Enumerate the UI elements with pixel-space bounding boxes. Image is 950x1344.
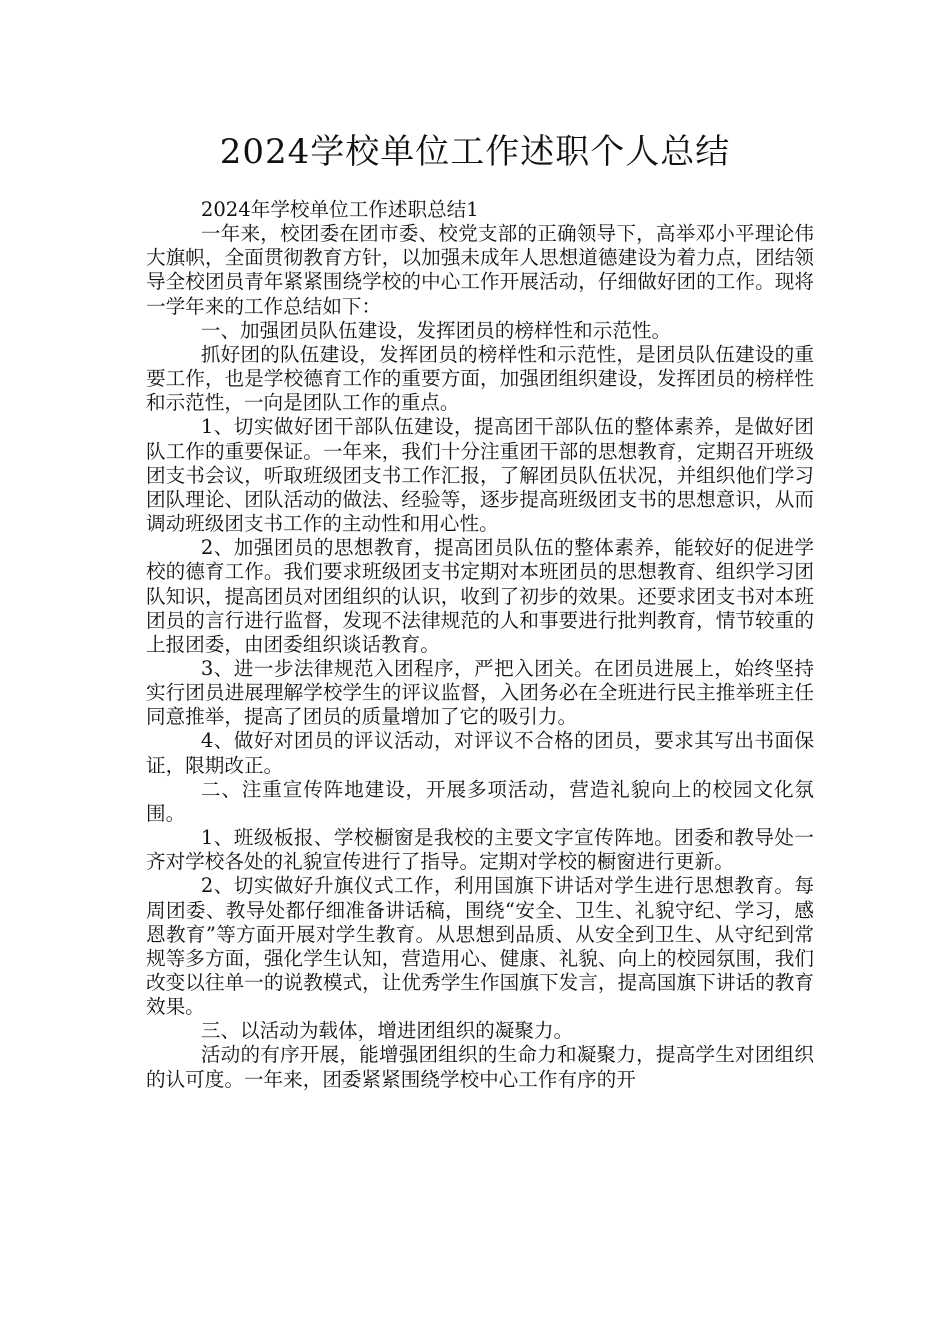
document-body xyxy=(146,198,814,1092)
paragraph: 3、进一步法律规范入团程序，严把入团关。在团员进展上，始终坚持实行团员进展理解学校学生的评议监督，入团务必在全班进行民主推举班主任同意推举，提高了团员的质量增加了它的吸引力。 xyxy=(146,656,814,729)
paragraph: 一年来，校团委在团市委、校党支部的正确领导下，高举邓小平理论伟大旗帜，全面贯彻教育方针，以加强未成年人思想道德建设为着力点，团结领导全校团员青年紧紧围绕学校的中心工作开展活动，仔细做好团的工作。现将一学年来的工作总结如下： xyxy=(146,222,814,318)
section-heading: 二、注重宣传阵地建设，开展多项活动，营造礼貌向上的校园文化氛围。 xyxy=(146,777,814,825)
paragraph: 活动的有序开展，能增强团组织的生命力和凝聚力，提高学生对团组织的认可度。一年来，团委紧紧围绕学校中心工作有序的开 xyxy=(146,1043,814,1091)
document-title: 2024学校单位工作述职个人总结 xyxy=(219,132,731,172)
paragraph: 抓好团的队伍建设，发挥团员的榜样性和示范性，是团员队伍建设的重要工作，也是学校德育工作的重要方面，加强团组织建设，发挥团员的榜样性和示范性，一向是团队工作的重点。 xyxy=(146,342,814,415)
paragraph: 2、切实做好升旗仪式工作，利用国旗下讲话对学生进行思想教育。每周团委、教导处都仔细准备讲话稿，围绕“安全、卫生、礼貌守纪、学习，感恩教育”等方面开展对学生教育。从思想到品质、从安全到卫生、从守纪到常规等多方面，强化学生认知，营造用心、健康、礼貌、向上的校园氛围，我们改变以往单一的说教模式，让优秀学生作国旗下发言，提高国旗下讲话的教育效果。 xyxy=(146,874,814,1019)
section-heading: 一、加强团员队伍建设，发挥团员的榜样性和示范性。 xyxy=(200,318,672,342)
paragraph: 1、班级板报、学校橱窗是我校的主要文字宣传阵地。团委和教导处一齐对学校各处的礼貌宣传进行了指导。定期对学校的橱窗进行更新。 xyxy=(146,826,814,874)
paragraph: 2、加强团员的思想教育，提高团员队伍的整体素养，能较好的促进学校的德育工作。我们要求班级团支书定期对本班团员的思想教育、组织学习团队知识，提高团员对团组织的认识，收到了初步的效果。还要求团支书对本班团员的言行进行监督，发现不法律规范的人和事要进行批判教育，情节较重的上报团委，由团委组织谈话教育。 xyxy=(146,536,814,656)
section-heading: 2024年学校单位工作述职总结1 xyxy=(200,198,479,221)
paragraph: 4、做好对团员的评议活动，对评议不合格的团员，要求其写出书面保证，限期改正。 xyxy=(146,729,814,777)
paragraph: 1、切实做好团干部队伍建设，提高团干部队伍的整体素养，是做好团队工作的重要保证。一年来，我们十分注重团干部的思想教育，定期召开班级团支书会议，听取班级团支书工作汇报，了解团员队伍状况，并组织他们学习团队理论、团队活动的做法、经验等，逐步提高班级团支书的思想意识，从而调动班级团支书工作的主动性和用心性。 xyxy=(146,415,814,536)
section-heading: 三、以活动为载体，增进团组织的凝聚力。 xyxy=(200,1019,574,1043)
